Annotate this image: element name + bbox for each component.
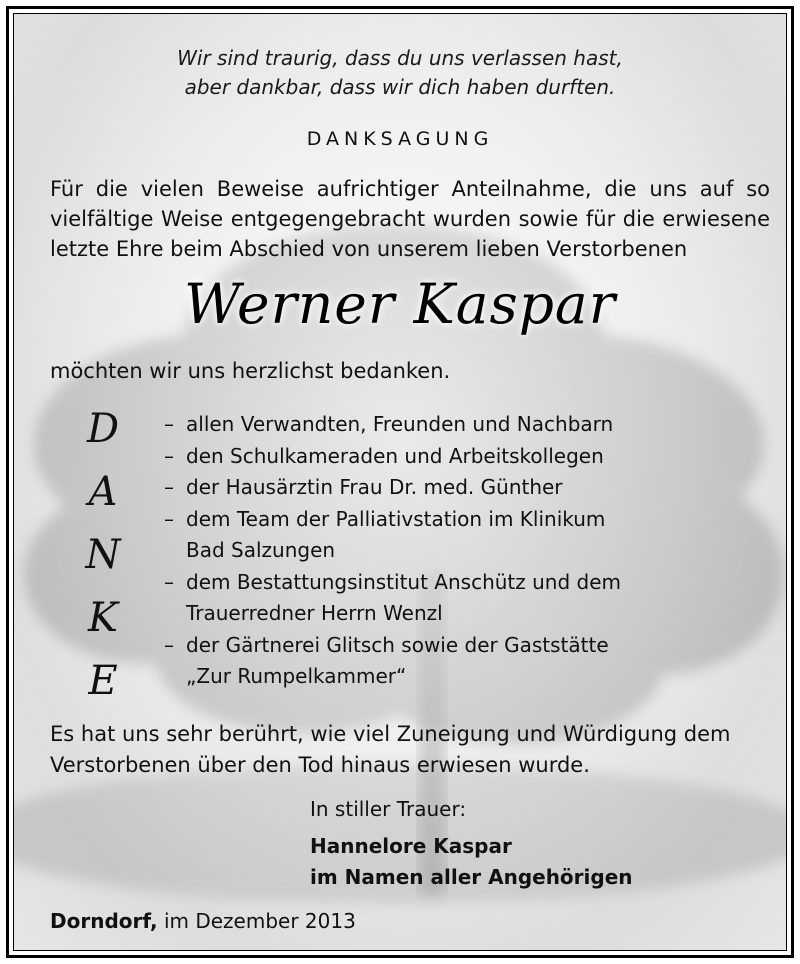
quote [14,44,786,102]
list-dash: – [164,506,174,531]
signature-subline: im Namen aller Angehörigen [310,865,633,889]
acrostic-letter: A [88,469,118,515]
heading-danksagung: DANKSAGUNG [306,128,494,150]
place-date-text: im Dezember 2013 [163,909,356,933]
signature [310,831,633,893]
notice-content [14,14,786,950]
list-item [164,630,784,693]
list-dash: – [164,475,174,499]
acrostic-letter: N [85,532,121,578]
place-town: Dorndorf, [50,909,158,933]
deceased-name: Werner Kaspar [183,272,617,336]
list-dash: – [164,443,174,468]
list-item [164,441,784,473]
list-dash: – [164,412,174,436]
list-item-text: den Schulkameraden und Arbeitskollegen [186,443,604,468]
place-date [50,909,356,933]
closing-line: In stiller Trauer: [310,797,467,821]
acrostic-letter: K [88,595,118,641]
quote-line: aber dankbar, dass wir dich haben durften. [184,75,616,99]
quote-line: Wir sind traurig, dass du uns verlassen hast, [177,46,623,70]
list-item-text: der Hausärztin Frau Dr. med. Günther [186,475,563,499]
thanks-line: möchten wir uns herzlichst bedanken. [50,359,451,383]
list-item [164,567,784,630]
list-item-text-continued: Bad Salzungen [186,538,336,562]
thanks-list [164,409,784,693]
signature-name: Hannelore Kaspar [310,834,512,858]
list-item-text: allen Verwandten, Freunden und Nachbarn [186,412,614,436]
list-item-text: dem Bestattungsinstitut Anschütz und dem [186,569,622,594]
list-item-text-continued: Trauerredner Herrn Wenzl [186,601,443,625]
outro-paragraph: Es hat uns sehr berührt, wie viel Zuneigung und Würdigung dem Verstorbenen über den Tod hinaus erwiesen wurde. [50,722,731,777]
notice-panel [13,13,787,951]
acrostic-letter: D [86,406,120,452]
intro-paragraph: Für die vielen Beweise aufrichtiger Anteilnahme, die uns auf so vielfältige Weise entgegengebracht wurden sowie für die erwiesene letzte Ehre beim Abschied von unserem lieben Verstorbenen [50,177,770,261]
list-item-text: dem Team der Palliativstation im Klinikum [186,506,606,531]
outer-frame [6,6,794,958]
list-dash: – [164,632,174,657]
acrostic-letter: E [88,658,118,704]
list-item [164,504,784,567]
list-item [164,409,784,441]
list-item-text-continued: „Zur Rumpelkammer“ [186,664,407,688]
list-item-text: der Gärtnerei Glitsch sowie der Gaststätte [186,632,609,657]
list-item [164,472,784,504]
list-dash: – [164,569,174,594]
